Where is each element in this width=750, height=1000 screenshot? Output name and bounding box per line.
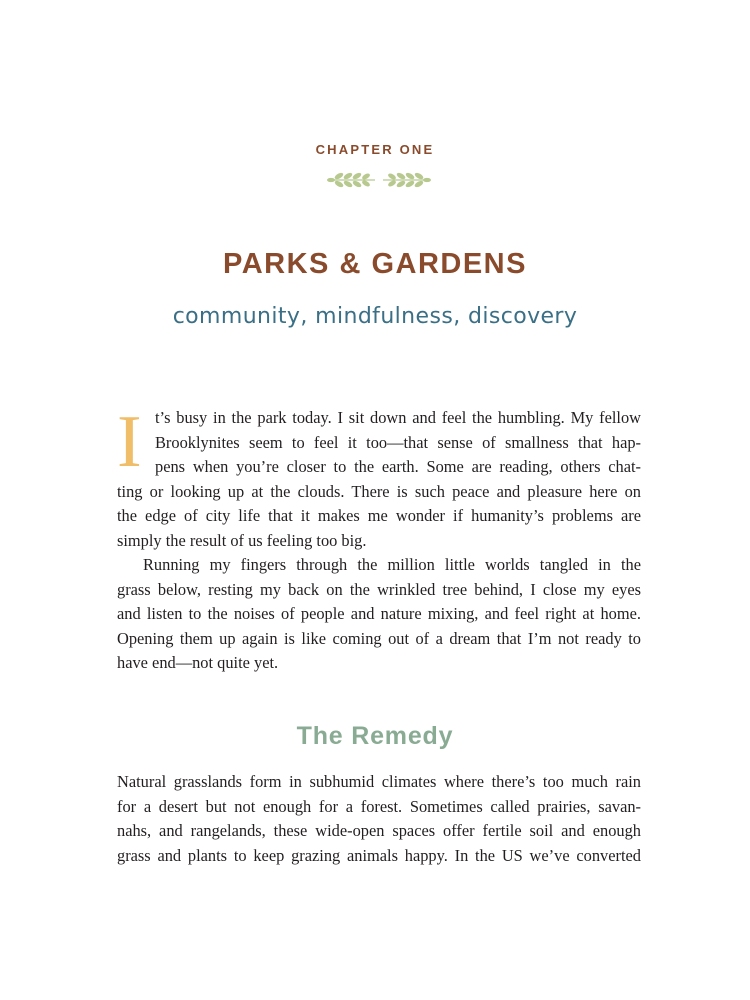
drop-cap: I (117, 401, 142, 483)
text-line: grass below, resting my back on the wrinkled tree behind, I close my eyes (117, 579, 641, 599)
text-line: ting or looking up at the clouds. There is such peace and pleasure here on (117, 481, 641, 501)
section-text (117, 770, 641, 868)
text-line: pens when you’re closer to the earth. Some are reading, others chat- (155, 457, 641, 476)
intro-text (117, 401, 641, 676)
text-line: and listen to the noises of people and nature mixing, and feel right at home. (117, 604, 641, 623)
text-line: have end—not quite yet. (117, 653, 279, 672)
text-line: for a desert but not enough for a forest. Sometimes called prairies, savan- (117, 796, 641, 816)
page-subtitle: community, mindfulness, discovery (172, 304, 578, 329)
text-line: the edge of city life that it makes me wonder if humanity’s problems are (117, 506, 641, 525)
text-line: Running my fingers through the million little worlds tangled in the (143, 555, 641, 574)
text-line: nahs, and rangelands, these wide-open spaces offer fertile soil and enough (117, 821, 641, 840)
text-line: grass and plants to keep grazing animals happy. In the US we’ve converted (117, 845, 641, 865)
page-title: PARKS & GARDENS (223, 248, 527, 280)
section-heading: The Remedy (296, 722, 454, 750)
text-line: Opening them up again is like coming out of a dream that I’m not ready to (117, 628, 641, 648)
text-line: Brooklynites seem to feel it too—that sense of smallness that hap- (155, 432, 641, 452)
laurel-ornament-icon (327, 168, 431, 192)
chapter-label: CHAPTER ONE (315, 142, 435, 157)
text-line: simply the result of us feeling too big. (117, 530, 367, 550)
text-line: Natural grasslands form in subhumid climates where there’s too much rain (117, 772, 641, 791)
text-line: t’s busy in the park today. I sit down and feel the humbling. My fellow (155, 408, 641, 427)
